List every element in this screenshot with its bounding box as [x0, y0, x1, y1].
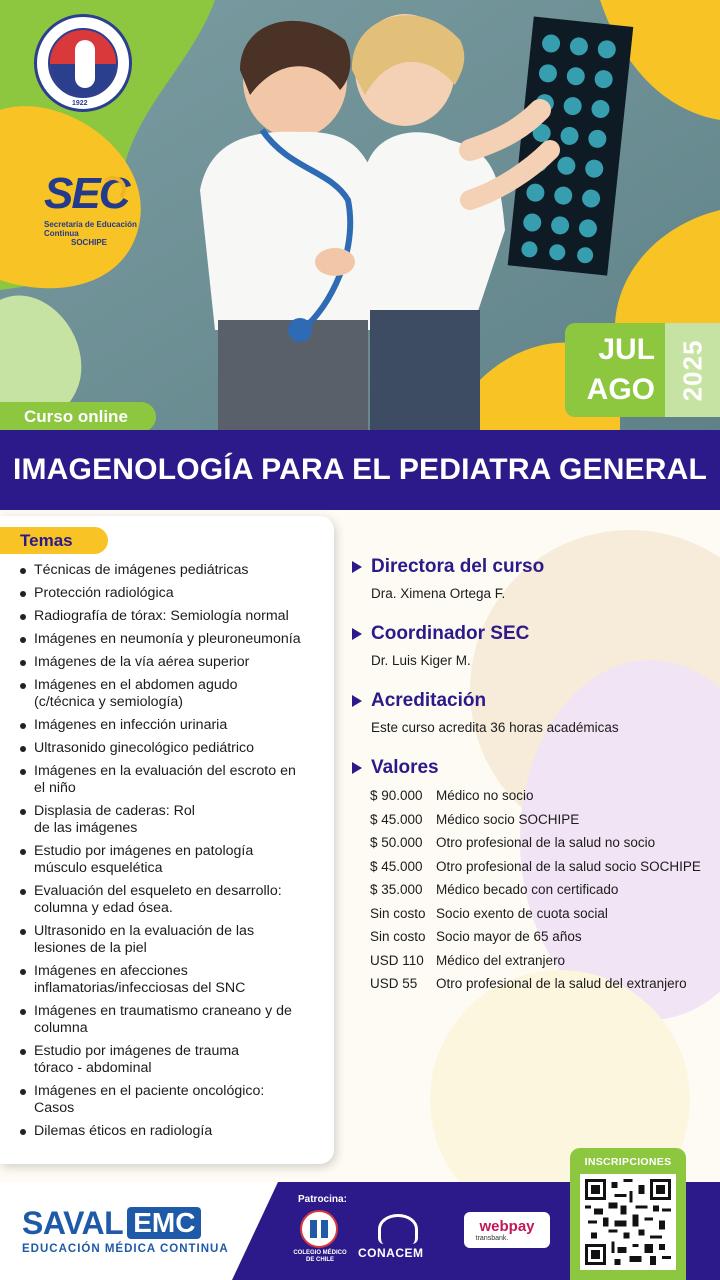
- topic-item: Ultrasonido ginecológico pediátrico: [18, 740, 330, 757]
- valor-price: USD 55: [370, 976, 418, 991]
- topic-item: Imágenes en la evaluación del escroto en el niño: [18, 763, 308, 797]
- topic-item: Estudio por imágenes en patología músculo esquelética: [18, 843, 278, 877]
- sec-logo: [44, 169, 154, 247]
- webpay-logo: [464, 1212, 550, 1248]
- colegio-medico-label: COLEGIO MÉDICO DE CHILE: [293, 1250, 347, 1263]
- play-triangle-icon: [352, 695, 362, 707]
- year-label: 2025: [677, 339, 707, 401]
- valor-row: [370, 928, 712, 945]
- acreditacion-section: [352, 690, 712, 735]
- emc-wordmark: EMC: [133, 1207, 196, 1238]
- play-triangle-icon: [352, 762, 362, 774]
- topic-item: Imágenes en el paciente oncológico: Casos: [18, 1083, 298, 1117]
- saval-wordmark: SAVAL: [22, 1205, 124, 1241]
- sec-swoosh-icon: [100, 176, 126, 202]
- topic-item: Imágenes en traumatismo craneano y de columna: [18, 1003, 298, 1037]
- directora-section: [352, 556, 712, 601]
- topic-item: Protección radiológica: [18, 585, 330, 602]
- saval-emc-logo: [22, 1206, 201, 1240]
- topic-item: Técnicas de imágenes pediátricas: [18, 562, 330, 579]
- valor-price: $ 45.000: [370, 858, 423, 874]
- page-title: IMAGENOLOGÍA PARA EL PEDIATRA GENERAL: [12, 453, 708, 486]
- valor-row: [370, 834, 712, 851]
- topic-item: Estudio por imágenes de trauma tóraco - abdominal: [18, 1043, 268, 1077]
- valores-table: [352, 787, 712, 992]
- valor-price: USD 110: [370, 952, 424, 968]
- topic-item: Imágenes en infección urinaria: [18, 717, 330, 734]
- date-months: [565, 323, 665, 417]
- valor-desc: Médico becado con certificado: [436, 882, 619, 897]
- coordinador-name: Dr. Luis Kiger M.: [371, 653, 471, 668]
- topic-item: Evaluación del esqueleto en desarrollo: columna y edad ósea.: [18, 883, 318, 917]
- valor-desc: Médico del extranjero: [436, 952, 566, 968]
- valor-desc: Socio exento de cuota social: [436, 905, 608, 921]
- sec-logo-mark: SEC: [44, 169, 129, 218]
- play-triangle-icon: [352, 628, 362, 640]
- transbank-wordmark: transbank.: [475, 1234, 509, 1242]
- month-jul: JUL: [598, 333, 655, 366]
- valor-row: [370, 905, 712, 922]
- coordinador-section: [352, 623, 712, 668]
- webpay-wordmark: webpay: [479, 1217, 535, 1235]
- valor-price: $ 50.000: [370, 835, 423, 850]
- valor-row: [370, 975, 712, 992]
- valor-price: Sin costo: [370, 929, 426, 944]
- sponsor-label: Patrocina:: [298, 1194, 347, 1205]
- topic-item: Imágenes en el abdomen agudo (c/técnica y semiología): [18, 677, 258, 711]
- coordinador-heading: Coordinador SEC: [371, 623, 530, 644]
- valores-heading: Valores: [371, 757, 439, 778]
- sochipe-logo: [34, 14, 132, 112]
- valor-price: $ 90.000: [370, 788, 423, 803]
- directora-name: Dra. Ximena Ortega F.: [371, 586, 506, 601]
- conacem-label: CONACEM: [358, 1246, 424, 1260]
- title-bar: [0, 430, 720, 510]
- saval-subtitle: EDUCACIÓN MÉDICA CONTINUA: [22, 1243, 229, 1255]
- topics-badge: [0, 527, 108, 554]
- topic-item: Displasia de caderas: Rol de las imágenes: [18, 803, 208, 837]
- valor-row: [370, 881, 712, 898]
- emc-badge: [127, 1207, 201, 1239]
- valor-row: [370, 952, 712, 969]
- sochipe-emblem-icon: [48, 28, 118, 98]
- course-type-label: Curso online: [24, 407, 128, 426]
- hero-banner: [0, 0, 720, 430]
- topic-item: Imágenes en afecciones inflamatorias/infecciosas del SNC: [18, 963, 278, 997]
- valor-desc: Médico no socio: [436, 788, 534, 803]
- valor-desc: Otro profesional de la salud del extranjero: [436, 976, 687, 991]
- registration-label: INSCRIPCIONES: [584, 1156, 672, 1168]
- registration-qr-box[interactable]: [570, 1148, 686, 1280]
- valor-price: Sin costo: [370, 905, 426, 921]
- valores-section: [352, 757, 712, 992]
- topic-item: Imágenes en neumonía y pleuroneumonía: [18, 631, 330, 648]
- course-type-badge: [0, 402, 156, 430]
- valor-desc: Socio mayor de 65 años: [436, 929, 582, 944]
- valor-price: $ 35.000: [370, 882, 423, 897]
- date-year: [665, 323, 720, 417]
- qr-code-icon[interactable]: [580, 1174, 676, 1270]
- valor-row: [370, 787, 712, 804]
- play-triangle-icon: [352, 561, 362, 573]
- colegio-medico-logo: [300, 1210, 338, 1248]
- directora-heading: Directora del curso: [371, 556, 545, 577]
- course-info: [352, 556, 712, 1014]
- topic-item: Imágenes de la vía aérea superior: [18, 654, 330, 671]
- month-ago: AGO: [586, 373, 655, 406]
- topic-item: Ultrasonido en la evaluación de las lesiones de la piel: [18, 923, 298, 957]
- acreditacion-text: Este curso acredita 36 horas académicas: [371, 720, 619, 735]
- valor-price: $ 45.000: [370, 811, 423, 827]
- conacem-caduceus-icon: [378, 1214, 418, 1244]
- medical-cross-icon: [310, 1220, 328, 1238]
- valor-row: [370, 811, 712, 828]
- topic-item: Dilemas éticos en radiología: [18, 1123, 330, 1140]
- sec-logo-line1: Secretaría de Educación Continua: [44, 220, 137, 238]
- topic-item: Radiografía de tórax: Semiología normal: [18, 608, 330, 625]
- topics-label: Temas: [20, 530, 73, 550]
- valor-desc: Otro profesional de la salud socio SOCHIPE: [436, 858, 701, 874]
- acreditacion-heading: Acreditación: [371, 690, 487, 711]
- sochipe-year: 1922: [72, 100, 88, 107]
- valor-row: [370, 858, 712, 875]
- footer-wedge: [232, 1182, 278, 1280]
- sec-logo-line2: SOCHIPE: [70, 238, 107, 247]
- valor-desc: Médico socio SOCHIPE: [436, 811, 580, 827]
- topics-list: [18, 562, 330, 1146]
- valor-desc: Otro profesional de la salud no socio: [436, 835, 656, 850]
